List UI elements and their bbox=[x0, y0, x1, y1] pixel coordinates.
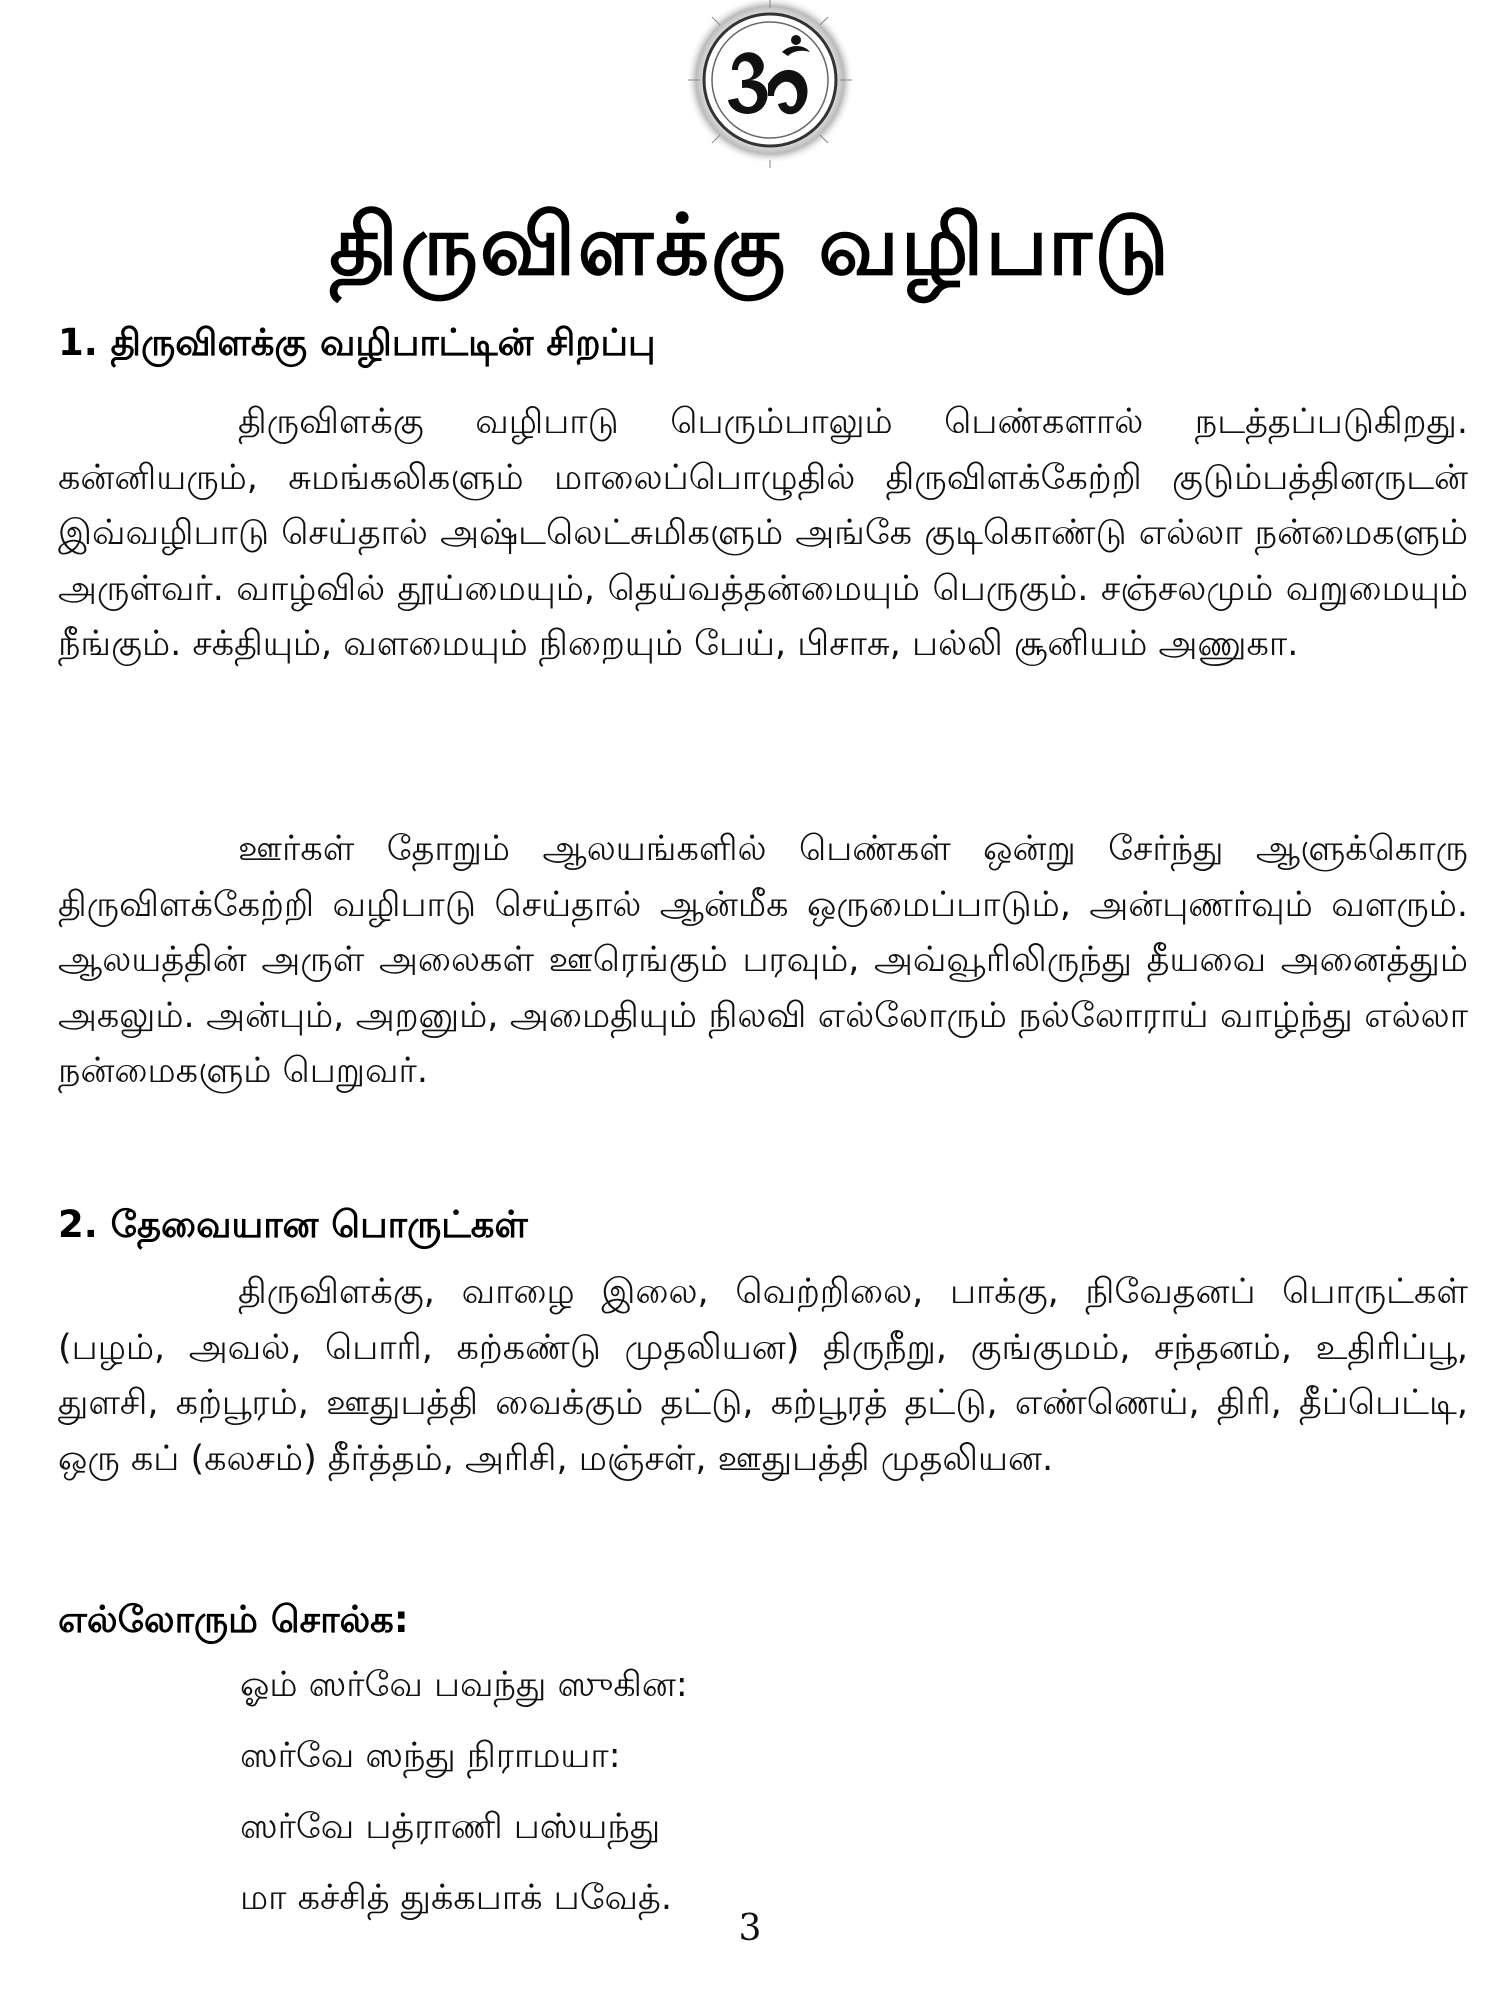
page-number: 3 bbox=[738, 1908, 762, 1949]
verse-line: ஸர்வே ஸந்து நிராமயா: bbox=[240, 1736, 621, 1776]
section-heading-recite: எல்லோரும் சொல்க: bbox=[58, 1598, 409, 1641]
om-icon bbox=[680, 0, 860, 170]
paragraph-materials: திருவிளக்கு, வாழை இலை, வெற்றிலை, பாக்கு, நிவேதனப் பொருட்கள் (பழம், அவல், பொரி, கற்கண்டு முதலியன) திருநீறு, குங்குமம், சந்தனம், உதிரிப்பூ, துளசி, கற்பூரம், ஊதுபத்தி வைக்கும் தட்டு, கற்பூரத் தட்டு, எண்ணெய், திரி, தீப்பெட்டி, ஒரு கப் (கலசம்) தீர்த்தம், அரிசி, மஞ்சள், ஊதுபத்தி முதலியன. bbox=[58, 1272, 1468, 1479]
section-heading-materials: 2. தேவையான பொருட்கள் bbox=[58, 1203, 528, 1246]
verse-line: ஓம் ஸர்வே பவந்து ஸுகின: bbox=[240, 1665, 688, 1705]
section-heading-significance: 1. திருவிளக்கு வழிபாட்டின் சிறப்பு bbox=[58, 321, 656, 364]
page-title: திருவிளக்கு வழிபாடு bbox=[329, 196, 1171, 294]
verse-line: மா கச்சித் துக்கபாக் பவேத். bbox=[240, 1878, 672, 1918]
mantra-verse bbox=[240, 1650, 1340, 1934]
paragraph-significance-2: ஊர்கள் தோறும் ஆலயங்களில் பெண்கள் ஒன்று சேர்ந்து ஆளுக்கொரு திருவிளக்கேற்றி வழிபாடு செய்தால் ஆன்மீக ஒருமைப்பாடும், அன்புணர்வும் வளரும். ஆலயத்தின் அருள் அலைகள் ஊரெங்கும் பரவும், அவ்வூரிலிருந்து தீயவை அனைத்தும் அகலும். அன்பும், அறனும், அமைதியும் நிலவி எல்லோரும் நல்லோராய் வாழ்ந்து எல்லா நன்மைகளும் பெறுவர். bbox=[58, 829, 1468, 1091]
verse-line: ஸர்வே பத்ராணி பஸ்யந்து bbox=[240, 1807, 661, 1847]
paragraph-significance-1: திருவிளக்கு வழிபாடு பெரும்பாலும் பெண்களால் நடத்தப்படுகிறது. கன்னியரும், சுமங்கலிகளும் மாலைப்பொழுதில் திருவிளக்கேற்றி குடும்பத்தினருடன் இவ்வழிபாடு செய்தால் அஷ்டலெட்சுமிகளும் அங்கே குடிகொண்டு எல்லா நன்மைகளும் அருள்வர். வாழ்வில் தூய்மையும், தெய்வத்தன்மையும் பெருகும். சஞ்சலமும் வறுமையும் நீங்கும். சக்தியும், வளமையும் நிறையும் பேய், பிசாசு, பல்லி சூனியம் அணுகா. bbox=[58, 402, 1468, 664]
